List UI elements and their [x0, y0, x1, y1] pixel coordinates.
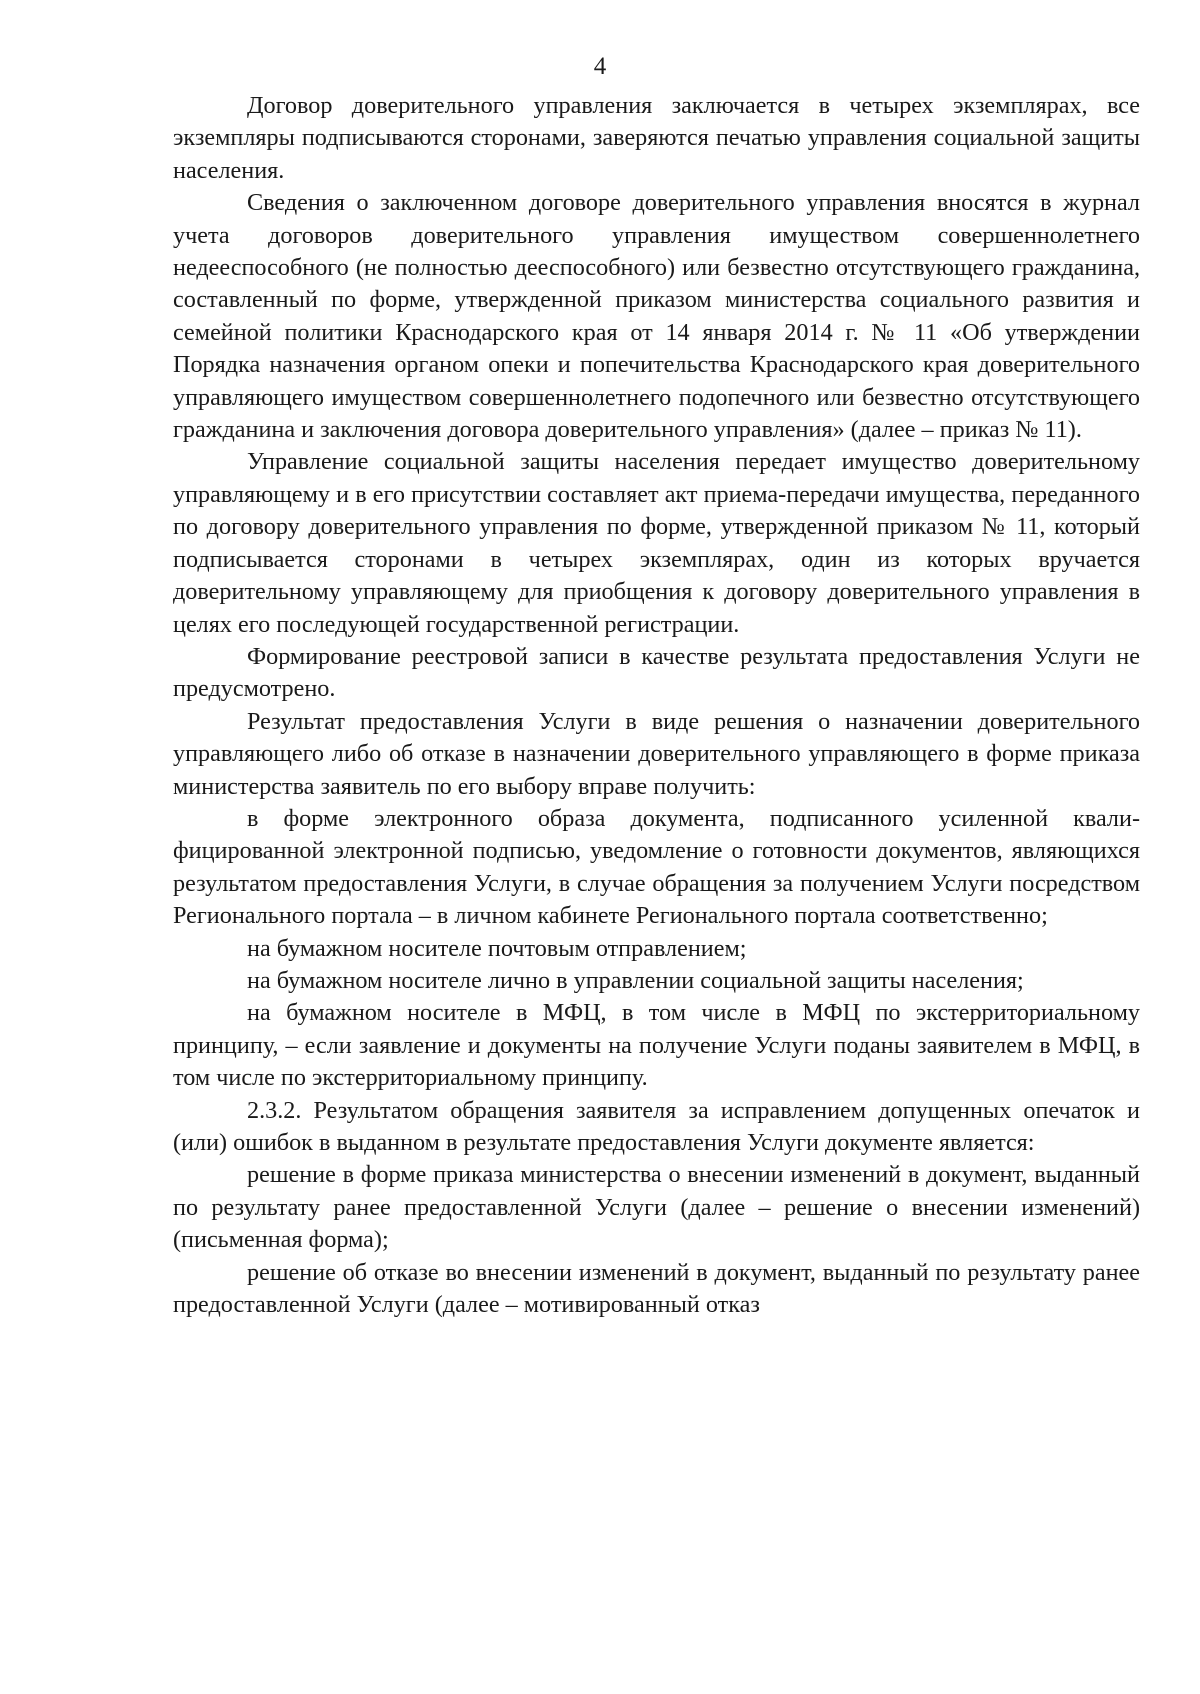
paragraph-contract-registry-journal: Сведения о заключенном договоре доверительного управления вносятся в журнал учета договоров доверительного управления имуществом совершеннолетнего недееспособного (не полностью дееспособного) или безвестно отсутствующего гражданина, составленный по форме, утвержденной приказом министерства социального развития и семейной политики Краснодарского края от 14 января 2014 г. № 11 «Об утверждении Порядка назначения органом опеки и попечительства Краснодарского края доверительного управляющего имуществом совершеннолетнего подопечного или безвестно отсутствующего гражданина и заключения договора доверительного управления» (далее – приказ № 11).: [173, 189, 1140, 444]
paragraph-refusal-amendments: решение об отказе во внесении изменений в документ, выданный по результату ранее предоставленной Услуги (далее – мотивированный отказ: [173, 1258, 1140, 1319]
paragraph-property-transfer-act: Управление социальной защиты населения передает имущество доверительному управляющему и в его присутствии составляет акт приема-передачи имущества, переданного по договору доверительного управления по форме, утвержденной приказом № 11, который подписывается сторонами в четырех экземплярах, один из которых вручается доверительному управляющему для приобщения к договору доверительного управления в целях его последующей государственной регистрации.: [173, 448, 1140, 638]
paragraph-service-result: Результат предоставления Услуги в виде решения о назначении доверительного управляющего либо об отказе в назначении доверительного управляющего в форме приказа министерства заявитель по его выбору вправе получить:: [173, 707, 1140, 800]
paragraph-electronic-form: в форме электронного образа документа, подписанного усиленной квалифицированной электронной подписью, уведомление о готовности документов, являющихся результатом предоставления Услуги, в случае обращения за получением Услуги посредством Регионального портала – в личном кабинете Регионального портала соответственно;: [173, 804, 1140, 930]
page-number: 4: [593, 53, 607, 80]
paragraph-paper-by-mail: на бумажном носителе почтовым отправлением;: [247, 934, 747, 962]
paragraph-decision-amendments: решение в форме приказа министерства о внесении изменений в документ, выданный по результату ранее предоставленной Услуги (далее – решение о внесении изменений) (письменная форма);: [173, 1161, 1140, 1254]
document-body: [173, 90, 1140, 1321]
paragraph-registry-record: Формирование реестровой записи в качестве результата предоставления Услуги не предусмотрено.: [173, 642, 1140, 703]
paragraph-trust-contract-copies: Договор доверительного управления заключается в четырех экземплярах, все экземпляры подписываются сторонами, заверяются печатью управления социальной защиты населения.: [173, 92, 1140, 184]
paragraph-paper-at-mfc: на бумажном носителе в МФЦ, в том числе в МФЦ по экстерриториальному принципу, – если заявление и документы на получение Услуги поданы заявителем в МФЦ, в том числе по экстерриториальному принципу.: [173, 999, 1140, 1092]
paragraph-paper-in-person: на бумажном носителе лично в управлении социальной защиты населения;: [247, 966, 1024, 994]
paragraph-section-2-3-2: 2.3.2. Результатом обращения заявителя за исправлением допущенных опечаток и (или) ошибок в выданном в результате предоставления Услуги документе является:: [173, 1096, 1140, 1156]
